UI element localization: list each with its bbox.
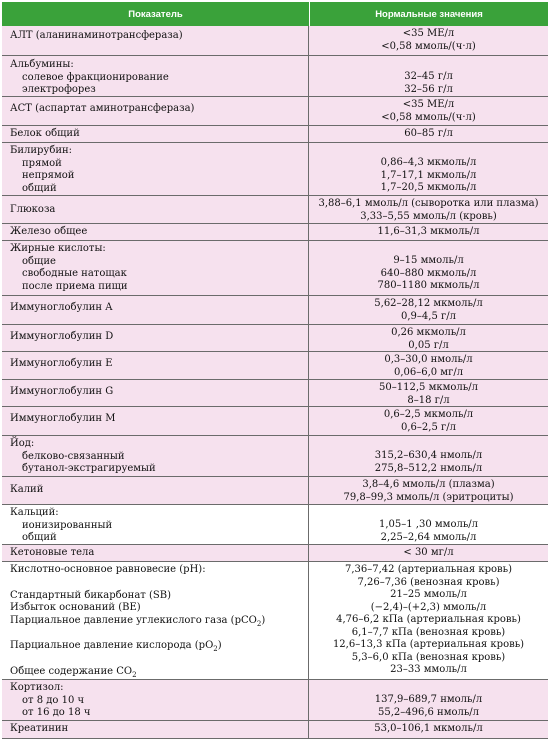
row-values: 9–15 ммоль/л 640–880 мкмоль/л 780–1180 мкмоль/л <box>377 255 480 291</box>
row-values: <35 МЕ/л <0,58 ммоль/(ч·л) <box>381 99 476 123</box>
table-row <box>2 721 548 739</box>
table-row <box>2 545 548 562</box>
row-values: 3,8–4,6 ммоль/л (плазма) 79,8–99,3 ммоль/л (эритроциты) <box>343 479 514 503</box>
row-label: Креатинин <box>2 721 309 738</box>
table-row <box>2 26 548 56</box>
row-label: Жирные кислоты: общие свободные натощак после приема пищи <box>2 241 309 295</box>
row-label: АЛТ (аланинаминотрансфераза) <box>2 26 309 55</box>
table-row <box>2 436 548 477</box>
row-values: 0,3–30,0 нмоль/л 0,06–6,0 мг/л <box>384 354 473 378</box>
table-row <box>2 241 548 296</box>
row-label: АСТ (аспартат аминотрансфераза) <box>2 97 309 125</box>
row-values: 53,0–106,1 мкмоль/л <box>374 723 483 734</box>
row-label: Кортизол: от 8 до 10 ч от 16 до 18 ч <box>2 680 309 720</box>
row-label: Иммуноглобулин G <box>2 380 309 406</box>
row-values: 137,9–689,7 нмоль/л 55,2–496,6 нмоль/л <box>374 694 483 718</box>
row-values: 5,62–28,12 мкмоль/л 0,9–4,5 г/л <box>374 298 483 322</box>
table-row <box>2 325 548 352</box>
row-values: 0,26 мкмоль/л 0,05 г/л <box>391 327 466 351</box>
row-label: Кальций: ионизированный общий <box>2 505 309 544</box>
row-label: Иммуноглобулин A <box>2 296 309 324</box>
row-label: Белок общий <box>2 126 309 142</box>
row-label: Кетоновые тела <box>2 545 309 561</box>
row-label: Иммуноглобулин D <box>2 325 309 351</box>
table-row <box>2 562 548 680</box>
row-label: Железо общее <box>2 224 309 240</box>
table-row <box>2 407 548 436</box>
row-values: 3,88–6,1 ммоль/л (сыворотка или плазма) 3,33–5,55 ммоль/л (кровь) <box>318 198 539 222</box>
row-values: 11,6–31,3 мкмоль/л <box>377 226 480 237</box>
table-row <box>2 126 548 143</box>
table-row <box>2 352 548 380</box>
table-row <box>2 97 548 126</box>
row-values: 60–85 г/л <box>404 128 453 139</box>
row-values: 1,05–1 ,30 ммоль/л 2,25–2,64 ммоль/л <box>379 519 478 543</box>
table-row <box>2 477 548 505</box>
row-values: 0,6–2,5 мкмоль/л 0,6–2,5 г/л <box>383 409 474 433</box>
table-row <box>2 56 548 97</box>
row-label: Йод: белково-связанный бутанол-экстрагируемый <box>2 436 309 476</box>
row-values: 0,86–4,3 мкмоль/л 1,7–17,1 мкмоль/л 1,7–20,5 мкмоль/л <box>380 157 477 193</box>
row-label: Кислотно-основное равновесие (pH): Стандартный бикарбонат (SB) Избыток оснований (BE) Парциальное давление углекислого газа (pCO$_2$) Парциальное давление кислорода $(pO_2)$ Общее содержание $CO_2$ <box>2 562 309 679</box>
row-values: <35 МЕ/л <0,58 ммоль/(ч·л) <box>381 28 476 52</box>
table-row <box>2 380 548 407</box>
table-row <box>2 143 548 196</box>
row-values: < 30 мг/л <box>403 547 454 558</box>
table-row <box>2 296 548 325</box>
table-row <box>2 196 548 224</box>
row-label: Альбумины: солевое фракционирование электрофорез <box>2 56 309 96</box>
row-label: Иммуноглобулин M <box>2 407 309 435</box>
row-values: 7,36–7,42 (артериальная кровь) 7,26–7,36 (венозная кровь) 21–25 ммоль/л (−2,4)–(+2,3) ммоль/л 4,76–6,2 кПа (артериальная кровь) 6,1–7,7 кПа (венозная кровь) 12,6–13,3 кПа (артериальная кровь) 5,3–6,0 кПа (венозная кровь) 23–33 ммоль/л <box>332 564 525 675</box>
reference-table <box>2 2 548 739</box>
header-normal-values: Нормальные значения <box>375 8 483 20</box>
row-label: Билирубин: прямой непрямой общий <box>2 143 309 195</box>
table-header <box>2 2 548 26</box>
header-indicator: Показатель <box>2 2 310 26</box>
row-values: 315,2–630,4 нмоль/л 275,8–512,2 нмоль/л <box>374 450 483 474</box>
table-row <box>2 505 548 545</box>
row-label: Глюкоза <box>2 196 309 223</box>
row-label: Иммуноглобулин E <box>2 352 309 379</box>
row-label: Калий <box>2 477 309 504</box>
row-values: 32–45 г/л 32–56 г/л <box>404 71 453 95</box>
table-row <box>2 680 548 721</box>
row-values: 50–112,5 мкмоль/л 8–18 г/л <box>379 382 478 406</box>
table-row <box>2 224 548 241</box>
